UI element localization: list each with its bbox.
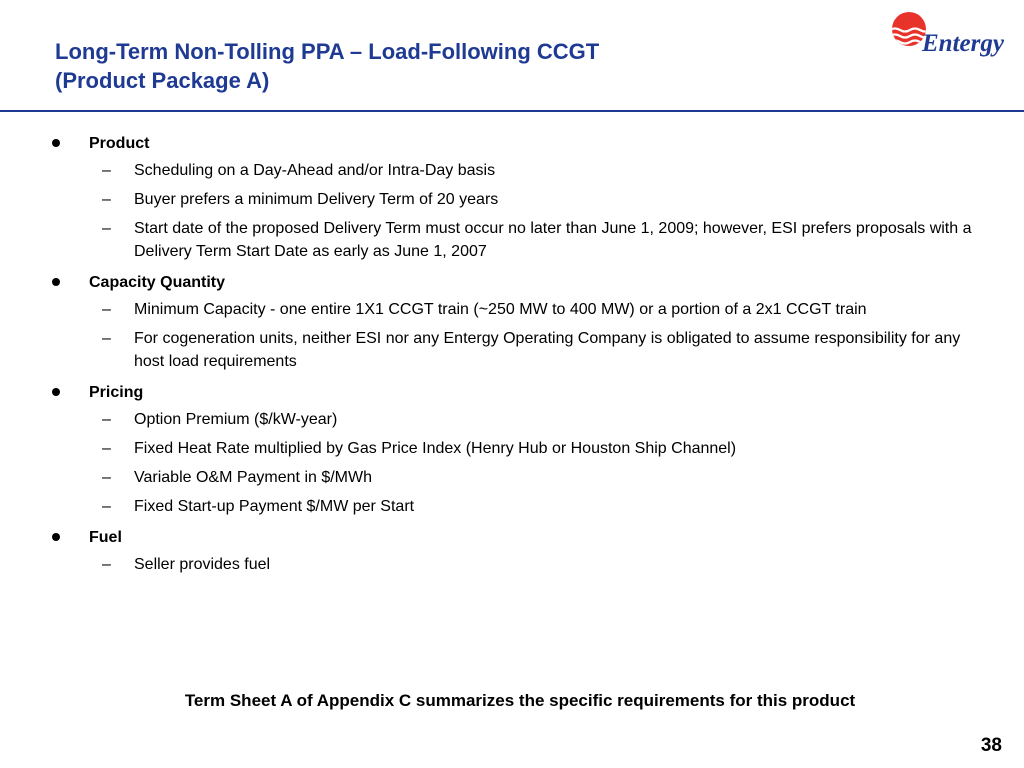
section-heading: Product (89, 135, 150, 152)
dash-marker: – (102, 220, 111, 237)
list-item: – Fixed Start-up Payment $/MW per Start (0, 495, 1024, 524)
dash-marker: – (102, 440, 111, 457)
bullet-dot (52, 388, 60, 396)
bullet-list (0, 130, 1024, 582)
entergy-logo (890, 10, 1015, 70)
section-heading: Pricing (89, 384, 144, 401)
list-item: – Seller provides fuel (0, 553, 1024, 582)
section-capacity-quantity (0, 269, 1024, 379)
bullet-dot (52, 278, 60, 286)
title-divider (0, 110, 1024, 112)
section-product (0, 130, 1024, 269)
dash-marker: – (102, 191, 111, 208)
title-line-2: (Product Package A) (55, 68, 270, 93)
bullet-dot (52, 533, 60, 541)
section-pricing (0, 379, 1024, 524)
list-item: – Minimum Capacity - one entire 1X1 CCGT train (~250 MW to 400 MW) or a portion of a 2x1 CCGT train (0, 298, 1024, 327)
list-item: – For cogeneration units, neither ESI nor any Entergy Operating Company is obligated to assume responsibility for any host load requirements (0, 327, 1024, 379)
dash-marker: – (102, 469, 111, 486)
section-fuel (0, 524, 1024, 582)
dash-marker: – (102, 162, 111, 179)
dash-marker: – (102, 411, 111, 428)
section-heading: Capacity Quantity (89, 274, 226, 291)
dash-marker: – (102, 330, 111, 347)
dash-marker: – (102, 498, 111, 515)
list-item: – Scheduling on a Day-Ahead and/or Intra-Day basis (0, 159, 1024, 188)
logo-wordmark: Entergy (922, 30, 1004, 57)
slide-title (55, 37, 815, 95)
page-number: 38 (980, 735, 1002, 756)
list-item: – Start date of the proposed Delivery Term must occur no later than June 1, 2009; however, ESI prefers proposals with a Delivery Term Start Date as early as June 1, 2007 (0, 217, 1024, 269)
section-heading: Fuel (89, 529, 122, 546)
list-item: – Variable O&M Payment in $/MWh (0, 466, 1024, 495)
list-item: – Option Premium ($/kW-year) (0, 408, 1024, 437)
dash-marker: – (102, 301, 111, 318)
title-line-1: Long-Term Non-Tolling PPA – Load-Following CCGT (55, 39, 600, 64)
dash-marker: – (102, 556, 111, 573)
list-item: – Fixed Heat Rate multiplied by Gas Price Index (Henry Hub or Houston Ship Channel) (0, 437, 1024, 466)
footer-note: Term Sheet A of Appendix C summarizes the specific requirements for this product (184, 691, 856, 710)
list-item: – Buyer prefers a minimum Delivery Term of 20 years (0, 188, 1024, 217)
bullet-dot (52, 139, 60, 147)
